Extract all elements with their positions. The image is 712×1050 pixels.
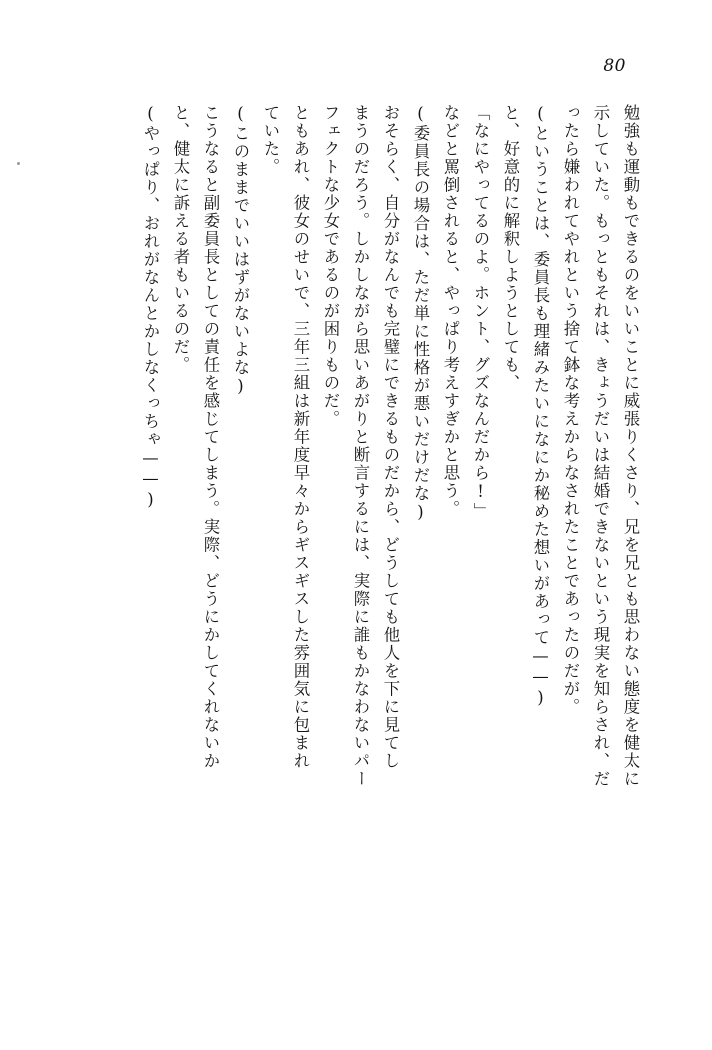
text-line: おそらく、自分がなんでも完璧にできるものだから、どうしても他人を下に見てし — [381, 104, 400, 770]
text-line: フェクトな少女であるのが困りものだ。 — [321, 104, 340, 428]
text-line: 示していた。もっともそれは、きょうだいは結婚できないという現実を知らされ、だ — [591, 104, 610, 788]
body-text-block — [74, 104, 638, 984]
text-line: (ということは、委員長も理緒みたいになにか秘めた想いがあって——) — [531, 104, 550, 709]
text-line: まうのだろう。しかしながら思いあがりと断言するには、実際に誰もかなわないパー — [351, 104, 370, 788]
text-line: ったら嫌われてやれという捨て鉢な考えからなされたことであったのだが。 — [561, 104, 580, 716]
text-line: (やっぱり、おれがなんとかしなくっちゃ——) — [141, 104, 160, 511]
text-line: と、健太に訴える者もいるのだ。 — [171, 104, 190, 374]
text-line: 「なにやってるのよ。ホント、グズなんだから!」 — [471, 104, 490, 521]
text-line: こうなると副委員長としての責任を感じてしまう。実際、どうにかしてくれないか — [201, 104, 220, 770]
text-line: と、好意的に解釈しようとしても、 — [501, 104, 520, 392]
text-line: (委員長の場合は、ただ単に性格が悪いだけだな) — [411, 104, 430, 524]
text-line: ていた。 — [261, 104, 280, 176]
text-line: 勉強も運動もできるのをいいことに威張りくさり、兄を兄とも思わない態度を健太に — [621, 104, 640, 788]
text-line: などと罵倒されると、やっぱり考えすぎかと思う。 — [441, 104, 460, 518]
text-line: ともあれ、彼女のせいで、三年三組は新年度早々からギスギスした雰囲気に包まれ — [291, 104, 310, 770]
page-number: 80 — [603, 56, 626, 76]
margin-dot-mark — [17, 162, 20, 165]
text-line: (このままでいいはずがないよな) — [231, 104, 250, 398]
